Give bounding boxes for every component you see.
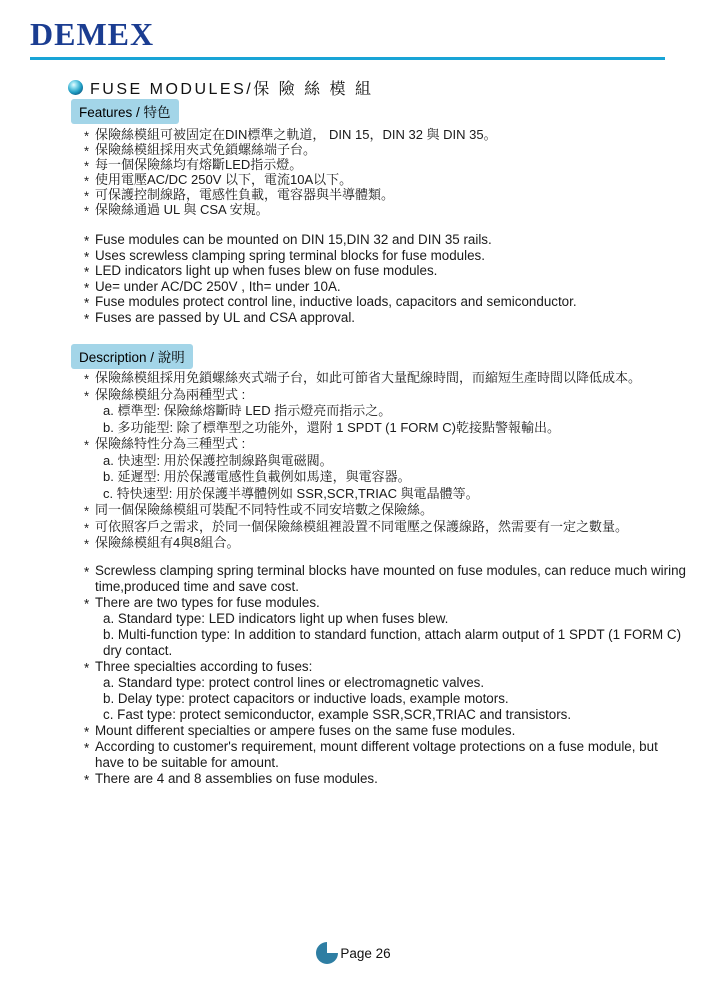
feature-item-text: Fuse modules protect control line, inductive loads, capacitors and semiconductor.	[95, 294, 577, 309]
feature-item-text: 可保護控制線路，電感性負載，電容器與半導體類。	[95, 187, 395, 202]
asterisk-marker	[92, 454, 103, 471]
description-heading: Description / 說明	[71, 344, 193, 369]
description-item-en	[84, 595, 690, 611]
asterisk-marker: *	[84, 564, 90, 580]
feature-item-text: Uses screwless clamping spring terminal blocks for fuse modules.	[95, 247, 485, 263]
asterisk-marker: *	[84, 660, 90, 676]
features-heading: Features / 特色	[71, 99, 179, 124]
description-item-text: According to customer's requirement, mount different voltage protections on a fuse module, but have to be suitable for amount.	[95, 739, 658, 770]
asterisk-marker: *	[84, 128, 90, 144]
description-list-zh	[84, 370, 690, 552]
description-item-text: Mount different specialties or ampere fuses on the same fuse modules.	[95, 723, 516, 738]
description-item-text: 保險絲模組採用免鎖螺絲夾式端子台，如此可節省大量配線時間，而縮短生產時間以降低成本。	[95, 370, 642, 385]
feature-item-text: Fuses are passed by UL and CSA approval.	[95, 309, 356, 325]
asterisk-marker	[92, 677, 103, 693]
description-item-text: Screwless clamping spring terminal blocks have mounted on fuse modules, can reduce much wiring time,produced time and save cost.	[95, 563, 686, 594]
description-item-zh	[84, 502, 690, 519]
feature-item-text: Fuse modules can be mounted on DIN 15,DIN 32 and DIN 35 rails.	[95, 232, 492, 247]
page-number: Page 26	[340, 945, 391, 961]
feature-item-text: 保險絲通過 UL 與 CSA 安規。	[95, 202, 269, 217]
feature-item-zh	[84, 202, 690, 217]
description-item-text: b. 多功能型: 除了標準型之功能外，還附 1 SPDT (1 FORM C)乾接點警報輸出。	[103, 419, 560, 435]
asterisk-marker: *	[84, 437, 90, 453]
description-item-en	[92, 627, 690, 659]
asterisk-marker	[92, 405, 103, 422]
asterisk-marker	[92, 613, 103, 629]
asterisk-marker: *	[84, 536, 90, 552]
description-item-text: b. 延遲型: 用於保護電感性負載例如馬達，與電容器。	[103, 469, 411, 484]
feature-item-zh	[84, 127, 690, 142]
description-item-zh	[84, 436, 690, 453]
asterisk-marker: *	[84, 311, 90, 326]
description-item-text: 保險絲特性分為三種型式 :	[95, 436, 246, 451]
asterisk-marker: *	[84, 596, 90, 612]
page-title: FUSE MODULES/保 險 絲 模 組	[90, 81, 374, 98]
feature-item-text: 保險絲模組可被固定在DIN標準之軌道， DIN 15，DIN 32 與 DIN 35。	[95, 127, 497, 142]
asterisk-marker: *	[84, 280, 90, 295]
asterisk-marker: *	[84, 158, 90, 174]
asterisk-marker: *	[84, 503, 90, 519]
feature-item-text: 保險絲模組採用夾式免鎖螺絲端子台。	[95, 142, 317, 157]
description-item-zh	[92, 486, 690, 503]
asterisk-marker	[92, 693, 103, 709]
asterisk-marker	[92, 487, 103, 504]
description-item-zh	[84, 519, 690, 536]
description-item-text: a. 快速型: 用於保護控制線路與電磁閥。	[103, 452, 333, 468]
description-item-zh	[84, 535, 690, 552]
asterisk-marker	[92, 709, 103, 725]
description-item-en	[84, 659, 690, 675]
header-rule	[30, 57, 665, 60]
asterisk-marker	[92, 421, 103, 438]
asterisk-marker: *	[84, 520, 90, 535]
asterisk-marker: *	[84, 203, 90, 219]
page-title-row	[68, 76, 373, 99]
description-item-text: a. Standard type: LED indicators light up when fuses blew.	[103, 611, 449, 626]
feature-item-en	[84, 248, 690, 264]
description-item-zh	[92, 403, 690, 420]
description-item-text: b. Delay type: protect capacitors or inductive loads, example motors.	[103, 691, 509, 706]
asterisk-marker: *	[84, 388, 90, 403]
description-item-zh	[92, 420, 690, 437]
description-item-text: b. Multi-function type: In addition to standard function, attach alarm output of 1 SPDT (1 FORM C) dry contact.	[103, 627, 682, 658]
description-item-text: c. Fast type: protect semiconductor, example SSR,SCR,TRIAC and transistors.	[103, 707, 572, 722]
description-item-text: a. Standard type: protect control lines or electromagnetic valves.	[103, 675, 485, 690]
description-item-en	[92, 675, 690, 691]
description-item-text: 同一個保險絲模組可裝配不同特性或不同安培數之保險絲。	[95, 502, 434, 517]
page-footer	[0, 942, 707, 964]
asterisk-marker: *	[84, 772, 90, 788]
feature-item-zh	[84, 172, 690, 187]
feature-item-en	[84, 232, 690, 248]
feature-item-zh	[84, 142, 690, 157]
description-item-text: 保險絲模組有4與8組合。	[95, 535, 240, 550]
feature-item-text: Ue= under AC/DC 250V , Ith= under 10A.	[95, 278, 341, 294]
asterisk-marker: *	[84, 249, 90, 264]
description-item-text: 可依照客戶之需求，於同一個保險絲模組裡設置不同電壓之保護線路，然需要有一定之數量。	[95, 518, 629, 534]
asterisk-marker: *	[84, 724, 90, 740]
feature-item-zh	[84, 187, 690, 202]
description-item-text: 保險絲模組分為兩種型式 :	[95, 386, 246, 402]
feature-item-en	[84, 310, 690, 326]
description-item-text: There are 4 and 8 assemblies on fuse modules.	[95, 771, 378, 786]
asterisk-marker: *	[84, 188, 90, 204]
description-list-en	[84, 563, 690, 787]
features-list-zh	[84, 127, 690, 217]
description-item-text: Three specialties according to fuses:	[95, 659, 313, 674]
description-item-text: a. 標準型: 保險絲熔斷時 LED 指示燈亮而指示之。	[103, 403, 392, 418]
asterisk-marker: *	[84, 371, 90, 387]
asterisk-marker	[92, 629, 103, 661]
feature-item-en	[84, 294, 690, 310]
feature-item-en	[84, 263, 690, 279]
bullet-sphere-icon	[68, 80, 83, 95]
feature-item-text: 使用電壓AC/DC 250V 以下，電流10A以下。	[95, 172, 353, 187]
description-item-zh	[92, 469, 690, 486]
description-item-en	[84, 563, 690, 595]
description-item-text: There are two types for fuse modules.	[95, 595, 320, 610]
feature-item-text: LED indicators light up when fuses blew on fuse modules.	[95, 263, 438, 278]
asterisk-marker: *	[84, 295, 90, 311]
description-item-en	[92, 707, 690, 723]
description-item-en	[84, 723, 690, 739]
asterisk-marker: *	[84, 264, 90, 280]
asterisk-marker: *	[84, 233, 90, 249]
description-item-zh	[84, 387, 690, 404]
features-list-en	[84, 232, 690, 325]
feature-item-text: 每一個保險絲均有熔斷LED指示燈。	[95, 157, 303, 172]
description-item-en	[92, 611, 690, 627]
brand-logo: DEMEX	[30, 16, 155, 52]
feature-item-zh	[84, 157, 690, 172]
description-item-en	[84, 771, 690, 787]
description-item-en	[84, 739, 690, 771]
page-marker-icon	[316, 942, 338, 964]
description-item-en	[92, 691, 690, 707]
feature-item-en	[84, 279, 690, 295]
asterisk-marker: *	[84, 740, 90, 756]
description-item-text: c. 特快速型: 用於保護半導體例如 SSR,SCR,TRIAC 與電晶體等。	[103, 485, 479, 501]
asterisk-marker: *	[84, 143, 90, 159]
description-item-zh	[92, 453, 690, 470]
description-item-zh	[84, 370, 690, 387]
asterisk-marker	[92, 471, 103, 488]
asterisk-marker: *	[84, 173, 90, 189]
